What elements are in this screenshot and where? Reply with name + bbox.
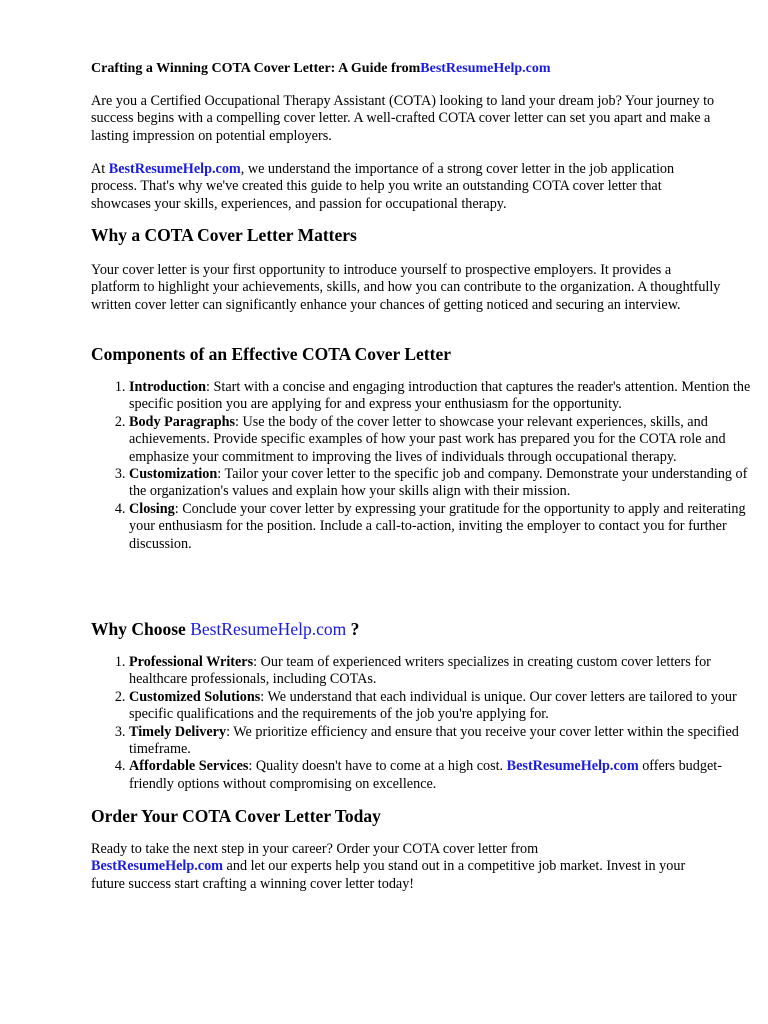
- list-item-term: Timely Delivery: [129, 723, 227, 740]
- list-item-text: : Our team of experienced writers specializes in creating custom cover letters for healthcare professionals, including COTAs.: [129, 654, 711, 688]
- list-item: [129, 724, 759, 759]
- intro-paragraph-1: Are you a Certified Occupational Therapy Assistant (COTA) looking to land your dream job? Your journey to success begins with a compelling cover letter. A well-crafted COTA cover letter can set you apart and make a lasting impression on potential employers.: [91, 93, 715, 144]
- list-item-text: : Quality doesn't have to come at a high cost.: [248, 758, 504, 775]
- intro-link[interactable]: BestResumeHelp.com: [108, 161, 241, 177]
- list-item: [129, 414, 759, 466]
- list-item-term: Customized Solutions: [129, 688, 261, 705]
- order-text-prefix: Ready to take the next step in your career? Order your COTA cover letter from: [91, 841, 539, 857]
- list-item: [129, 501, 759, 553]
- order-link[interactable]: BestResumeHelp.com: [91, 858, 223, 875]
- why-choose-suffix: ?: [346, 619, 360, 639]
- list-item: [129, 758, 759, 793]
- list-item: [129, 654, 759, 689]
- list-item-term: Closing: [129, 500, 175, 517]
- list-item: [129, 466, 759, 501]
- list-item-term: Body Paragraphs: [129, 413, 236, 430]
- title-text: Crafting a Winning COTA Cover Letter: A Guide from: [91, 61, 421, 76]
- list-item-text: : Start with a concise and engaging introduction that captures the reader's attention. Mention the specific position you are applying for and express your enthusiasm for the opportunity.: [129, 379, 751, 413]
- affordable-link[interactable]: BestResumeHelp.com: [506, 758, 639, 775]
- heading-components: Components of an Effective COTA Cover Letter: [91, 344, 451, 364]
- why-matters-paragraph: Your cover letter is your first opportunity to introduce yourself to prospective employers. It provides a platform to highlight your achievements, skills, and how you can contribute to the organization. A thoughtfully written cover letter can significantly enhance your chances of getting noticed and securing an interview.: [91, 262, 721, 313]
- list-item-term: Customization: [129, 466, 218, 483]
- list-item-text: offers budget-friendly options without compromising on excellence.: [129, 758, 722, 792]
- list-item-text: : We prioritize efficiency and ensure that you receive your cover letter within the specified timeframe.: [129, 723, 739, 758]
- why-choose-prefix: Why Choose: [91, 619, 186, 639]
- list-item-text: : Tailor your cover letter to the specific job and company. Demonstrate your understanding of the organization's values and explain how your skills align with their mission.: [129, 466, 748, 500]
- document-title: [91, 61, 551, 77]
- order-paragraph: [91, 841, 721, 893]
- intro-paragraph-2: [91, 161, 721, 213]
- list-item: [129, 689, 759, 724]
- list-item-term: Affordable Services: [129, 758, 249, 775]
- heading-why-matters: Why a COTA Cover Letter Matters: [91, 225, 357, 245]
- list-item-term: Introduction: [129, 379, 206, 395]
- intro-p2-prefix: At: [91, 161, 106, 177]
- why-choose-link[interactable]: BestResumeHelp.com: [190, 619, 347, 639]
- intro-p2-rest: , we understand the importance of a strong cover letter in the job application process. That's why we've created this guide to help you write an outstanding COTA cover letter that showcases your skills, experiences, and passion for occupational therapy.: [91, 161, 675, 212]
- list-item-text: : Conclude your cover letter by expressing your gratitude for the opportunity to apply and reiterating your enthusiasm for the position. Include a call-to-action, inviting the employer to contact you for further discussion.: [129, 500, 746, 552]
- title-link[interactable]: BestResumeHelp.com: [420, 61, 551, 76]
- benefits-list: [91, 654, 759, 793]
- list-item-text: : Use the body of the cover letter to showcase your relevant experiences, skills, and achievements. Provide specific examples of how your past work has prepared you for the COTA role and emphasize your commitment to improving the lives of individuals through occupational therapy.: [129, 413, 726, 465]
- list-item: [129, 379, 759, 414]
- heading-why-choose: [91, 619, 359, 640]
- order-text-rest: and let our experts help you stand out in a competitive job market. Invest in your future success start crafting a winning cover letter today!: [91, 858, 686, 892]
- list-item-term: Professional Writers: [129, 654, 254, 670]
- heading-order: Order Your COTA Cover Letter Today: [91, 806, 381, 826]
- components-list: [91, 379, 759, 553]
- list-item-text: : We understand that each individual is unique. Our cover letters are tailored to your specific qualifications and the requirements of the job you're applying for.: [129, 688, 737, 723]
